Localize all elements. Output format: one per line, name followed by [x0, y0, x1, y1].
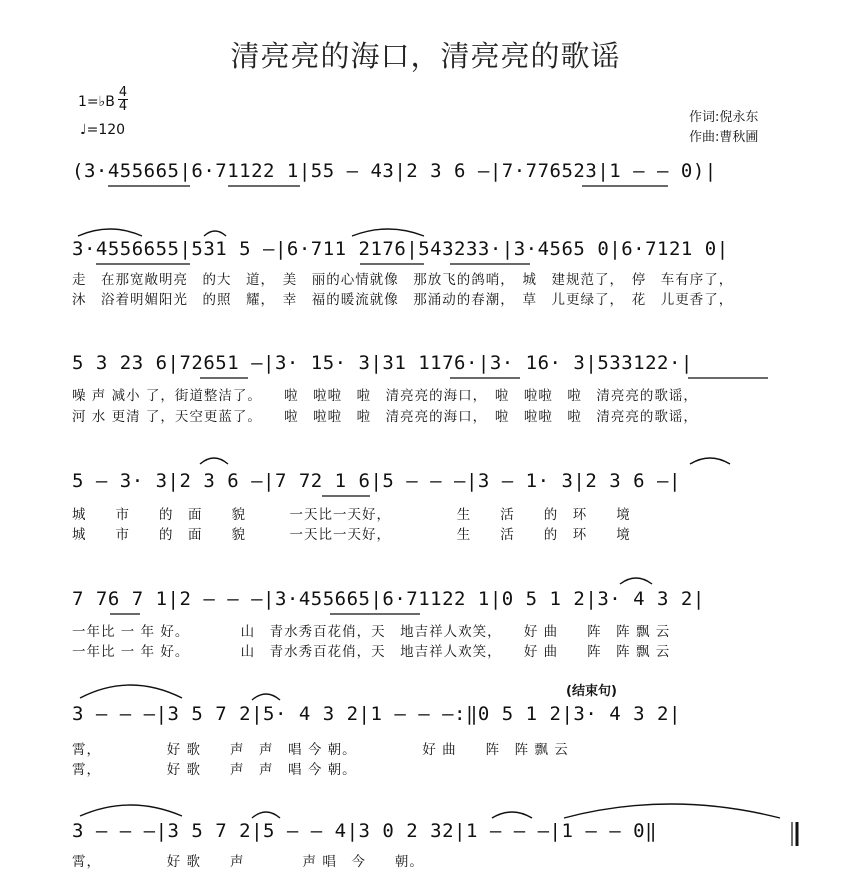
lyric-line-3-verse-1: 噪 声 减小 了，街道整洁了。 啦 啦啦 啦 清亮亮的海口， 啦 啦啦 啦 清亮亮的歌谣，	[72, 388, 698, 404]
composer-credit: 作曲:曹秋圃	[689, 130, 759, 145]
notation-line-1: (3·455665|6·71122 1|55 – 43|2 3 6 –|7·776523|1 – – 0)|	[72, 160, 717, 182]
lyric-line-4-verse-1: 城 市 的 面 貌 一天比一天好， 生 活 的 环 境	[72, 507, 631, 523]
lyric-line-4-verse-2: 城 市 的 面 貌 一天比一天好， 生 活 的 环 境	[72, 527, 631, 543]
slur-mark	[564, 804, 780, 818]
key-signature: 1=♭B	[78, 94, 115, 110]
slur-mark	[352, 229, 424, 236]
lyric-line-6-verse-1: 霄， 好 歌 声 声 唱 今 朝。 好 曲 阵 阵 飘 云	[72, 742, 569, 758]
lyric-line-3-verse-2: 河 水 更清 了，天空更蓝了。 啦 啦啦 啦 清亮亮的海口， 啦 啦啦 啦 清亮亮的歌谣，	[72, 409, 698, 425]
time-signature-bottom: 4	[118, 99, 128, 114]
lyric-line-5-verse-1: 一年比 一 年 好。 山 青水秀百花俏，天 地吉祥人欢笑， 好 曲 阵 阵 飘 云	[72, 624, 671, 640]
slur-mark	[620, 578, 652, 584]
time-signature-top: 4	[118, 85, 128, 100]
lyric-line-5-verse-2: 一年比 一 年 好。 山 青水秀百花俏，天 地吉祥人欢笑， 好 曲 阵 阵 飘 云	[72, 644, 671, 660]
slur-mark	[204, 231, 226, 236]
lyric-line-6-verse-2: 霄， 好 歌 声 声 唱 今 朝。	[72, 762, 357, 778]
notation-line-4: 5 – 3· 3|2 3 6 –|7 72 1 6|5 – – –|3 – 1· 3|2 3 6 –|	[72, 470, 681, 492]
notation-line-7: 3 – – –|3 5 7 2|5 – – 4|3 0 2 32|1 – – –|1 – – 0‖	[72, 820, 658, 842]
song-title: 清亮亮的海口，清亮亮的歌谣	[230, 39, 621, 73]
tempo-marking: ♩=120	[80, 122, 126, 138]
notation-line-3: 5 3 23 6|72651 –|3· 15· 3|31 1176·|3· 16· 3|533122·|	[72, 352, 693, 374]
ending-label: (结束句)	[566, 684, 617, 699]
slur-mark	[80, 685, 182, 698]
slur-mark	[492, 812, 532, 818]
lyric-line-2-verse-1: 走 在那宽敞明亮 的大 道， 美 丽的心情就像 那放飞的鸽哨， 城 建规范了， 停 车有序了，	[72, 272, 734, 288]
slur-mark	[200, 458, 228, 464]
notation-line-6: 3 – – –|3 5 7 2|5· 4 3 2|1 – – –:‖0 5 1 2|3· 4 3 2|	[72, 703, 681, 725]
notation-line-5: 7 76 7 1|2 – – –|3·455665|6·71122 1|0 5 1 2|3· 4 3 2|	[72, 588, 705, 610]
lyricist-credit: 作词:倪永东	[689, 110, 759, 125]
notation-line-2: 3·4556655|531 5 –|6·711 2176|543233·|3·4565 0|6·7121 0|	[72, 238, 729, 260]
slur-mark	[80, 805, 182, 816]
slur-mark	[690, 458, 730, 464]
slur-mark	[252, 812, 280, 818]
slur-mark	[78, 229, 142, 236]
lyric-line-7-verse-1: 霄， 好 歌 声 声 唱 今 朝。	[72, 854, 424, 870]
lyric-line-2-verse-2: 沐 浴着明媚阳光 的照 耀， 幸 福的暖流就像 那涌动的春潮， 草 儿更绿了， 花 儿更香了，	[72, 292, 734, 308]
slur-mark	[252, 694, 280, 700]
